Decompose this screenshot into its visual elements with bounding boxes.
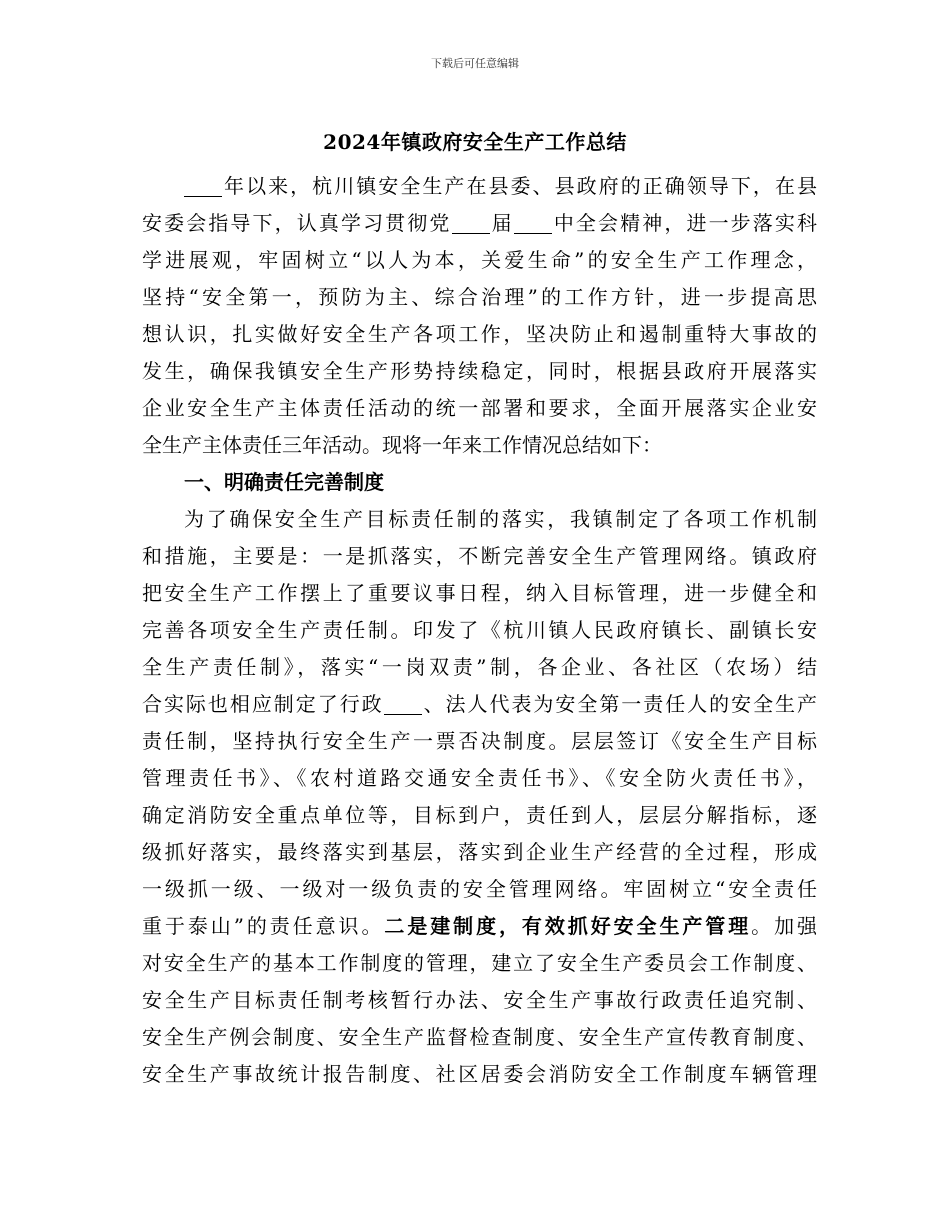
paragraph-line: 坚持“安全第一，预防为主、综合治理”的工作方针，进一步提高思 xyxy=(142,285,817,309)
paragraph-line: 发生，确保我镇安全生产形势持续稳定，同时，根据县政府开展落实 xyxy=(142,359,817,383)
fill-in-blank xyxy=(514,211,552,234)
paragraph-line: 级抓好落实，最终落实到基层，落实到企业生产经营的全过程，形成 xyxy=(142,840,817,864)
paragraph-line: 全生产主体责任三年活动。现将一年来工作情况总结如下： xyxy=(142,433,662,457)
paragraph-line: 把安全生产工作摆上了重要议事日程，纳入目标管理，进一步健全和 xyxy=(142,581,817,605)
paragraph-line: 合实际也相应制定了行政 、法人代表为安全第一责任人的安全生产 xyxy=(142,692,818,716)
section1-paragraph xyxy=(142,501,817,1093)
paragraph-line: 全生产责任制》，落实“一岗双责”制，各企业、各社区（农场）结 xyxy=(142,655,817,679)
paragraph-line: 想认识，扎实做好安全生产各项工作，坚决防止和遏制重特大事故的 xyxy=(142,322,817,346)
paragraph-line: 确定消防安全重点单位等，目标到户，责任到人，层层分解指标，逐 xyxy=(142,803,817,827)
document-body xyxy=(142,168,817,1093)
paragraph-line: 安全生产事故统计报告制度、社区居委会消防安全工作制度车辆管理 xyxy=(142,1062,817,1086)
paragraph-line: 安全生产例会制度、安全生产监督检查制度、安全生产宣传教育制度、 xyxy=(142,1025,817,1049)
page-header-note: 下载后可任意编辑 xyxy=(431,57,519,70)
paragraph-line: 完善各项安全生产责任制。印发了《杭川镇人民政府镇长、副镇长安 xyxy=(142,618,817,642)
paragraph-line: 和措施，主要是：一是抓落实，不断完善安全生产管理网络。镇政府 xyxy=(142,544,817,568)
fill-in-blank xyxy=(184,174,222,197)
document-title: 2024年镇政府安全生产工作总结 xyxy=(323,130,627,154)
fill-in-blank xyxy=(452,211,490,234)
intro-paragraph xyxy=(142,168,817,464)
paragraph-line: 年以来，杭川镇安全生产在县委、县政府的正确领导下，在县 xyxy=(142,168,817,205)
section-heading: 一、明确责任完善制度 xyxy=(184,470,384,494)
paragraph-line: 安委会指导下，认真学习贯彻党 届 中全会精神，进一步落实科 xyxy=(142,211,818,235)
paragraph-line: 责任制，坚持执行安全生产一票否决制度。层层签订《安全生产目标 xyxy=(142,729,817,753)
paragraph-line: 企业安全生产主体责任活动的统一部署和要求，全面开展落实企业安 xyxy=(142,396,817,420)
paragraph-line: 重于泰山”的责任意识。二是建制度，有效抓好安全生产管理。加强 xyxy=(142,914,818,938)
paragraph-line: 学进展观，牢固树立“以人为本，关爱生命”的安全生产工作理念， xyxy=(142,248,817,272)
paragraph-line: 安全生产目标责任制考核暂行办法、安全生产事故行政责任追究制、 xyxy=(142,988,817,1012)
emphasis-text: 二是建制度，有效抓好安全生产管理 xyxy=(384,914,752,938)
paragraph-line: 为了确保安全生产目标责任制的落实，我镇制定了各项工作机制 xyxy=(184,507,817,531)
fill-in-blank xyxy=(384,692,422,715)
paragraph-line: 对安全生产的基本工作制度的管理，建立了安全生产委员会工作制度、 xyxy=(142,951,817,975)
paragraph-line: 管理责任书》、《农村道路交通安全责任书》、《安全防火责任书》， xyxy=(142,766,817,790)
paragraph-line: 一级抓一级、一级对一级负责的安全管理网络。牢固树立“安全责任 xyxy=(142,877,817,901)
